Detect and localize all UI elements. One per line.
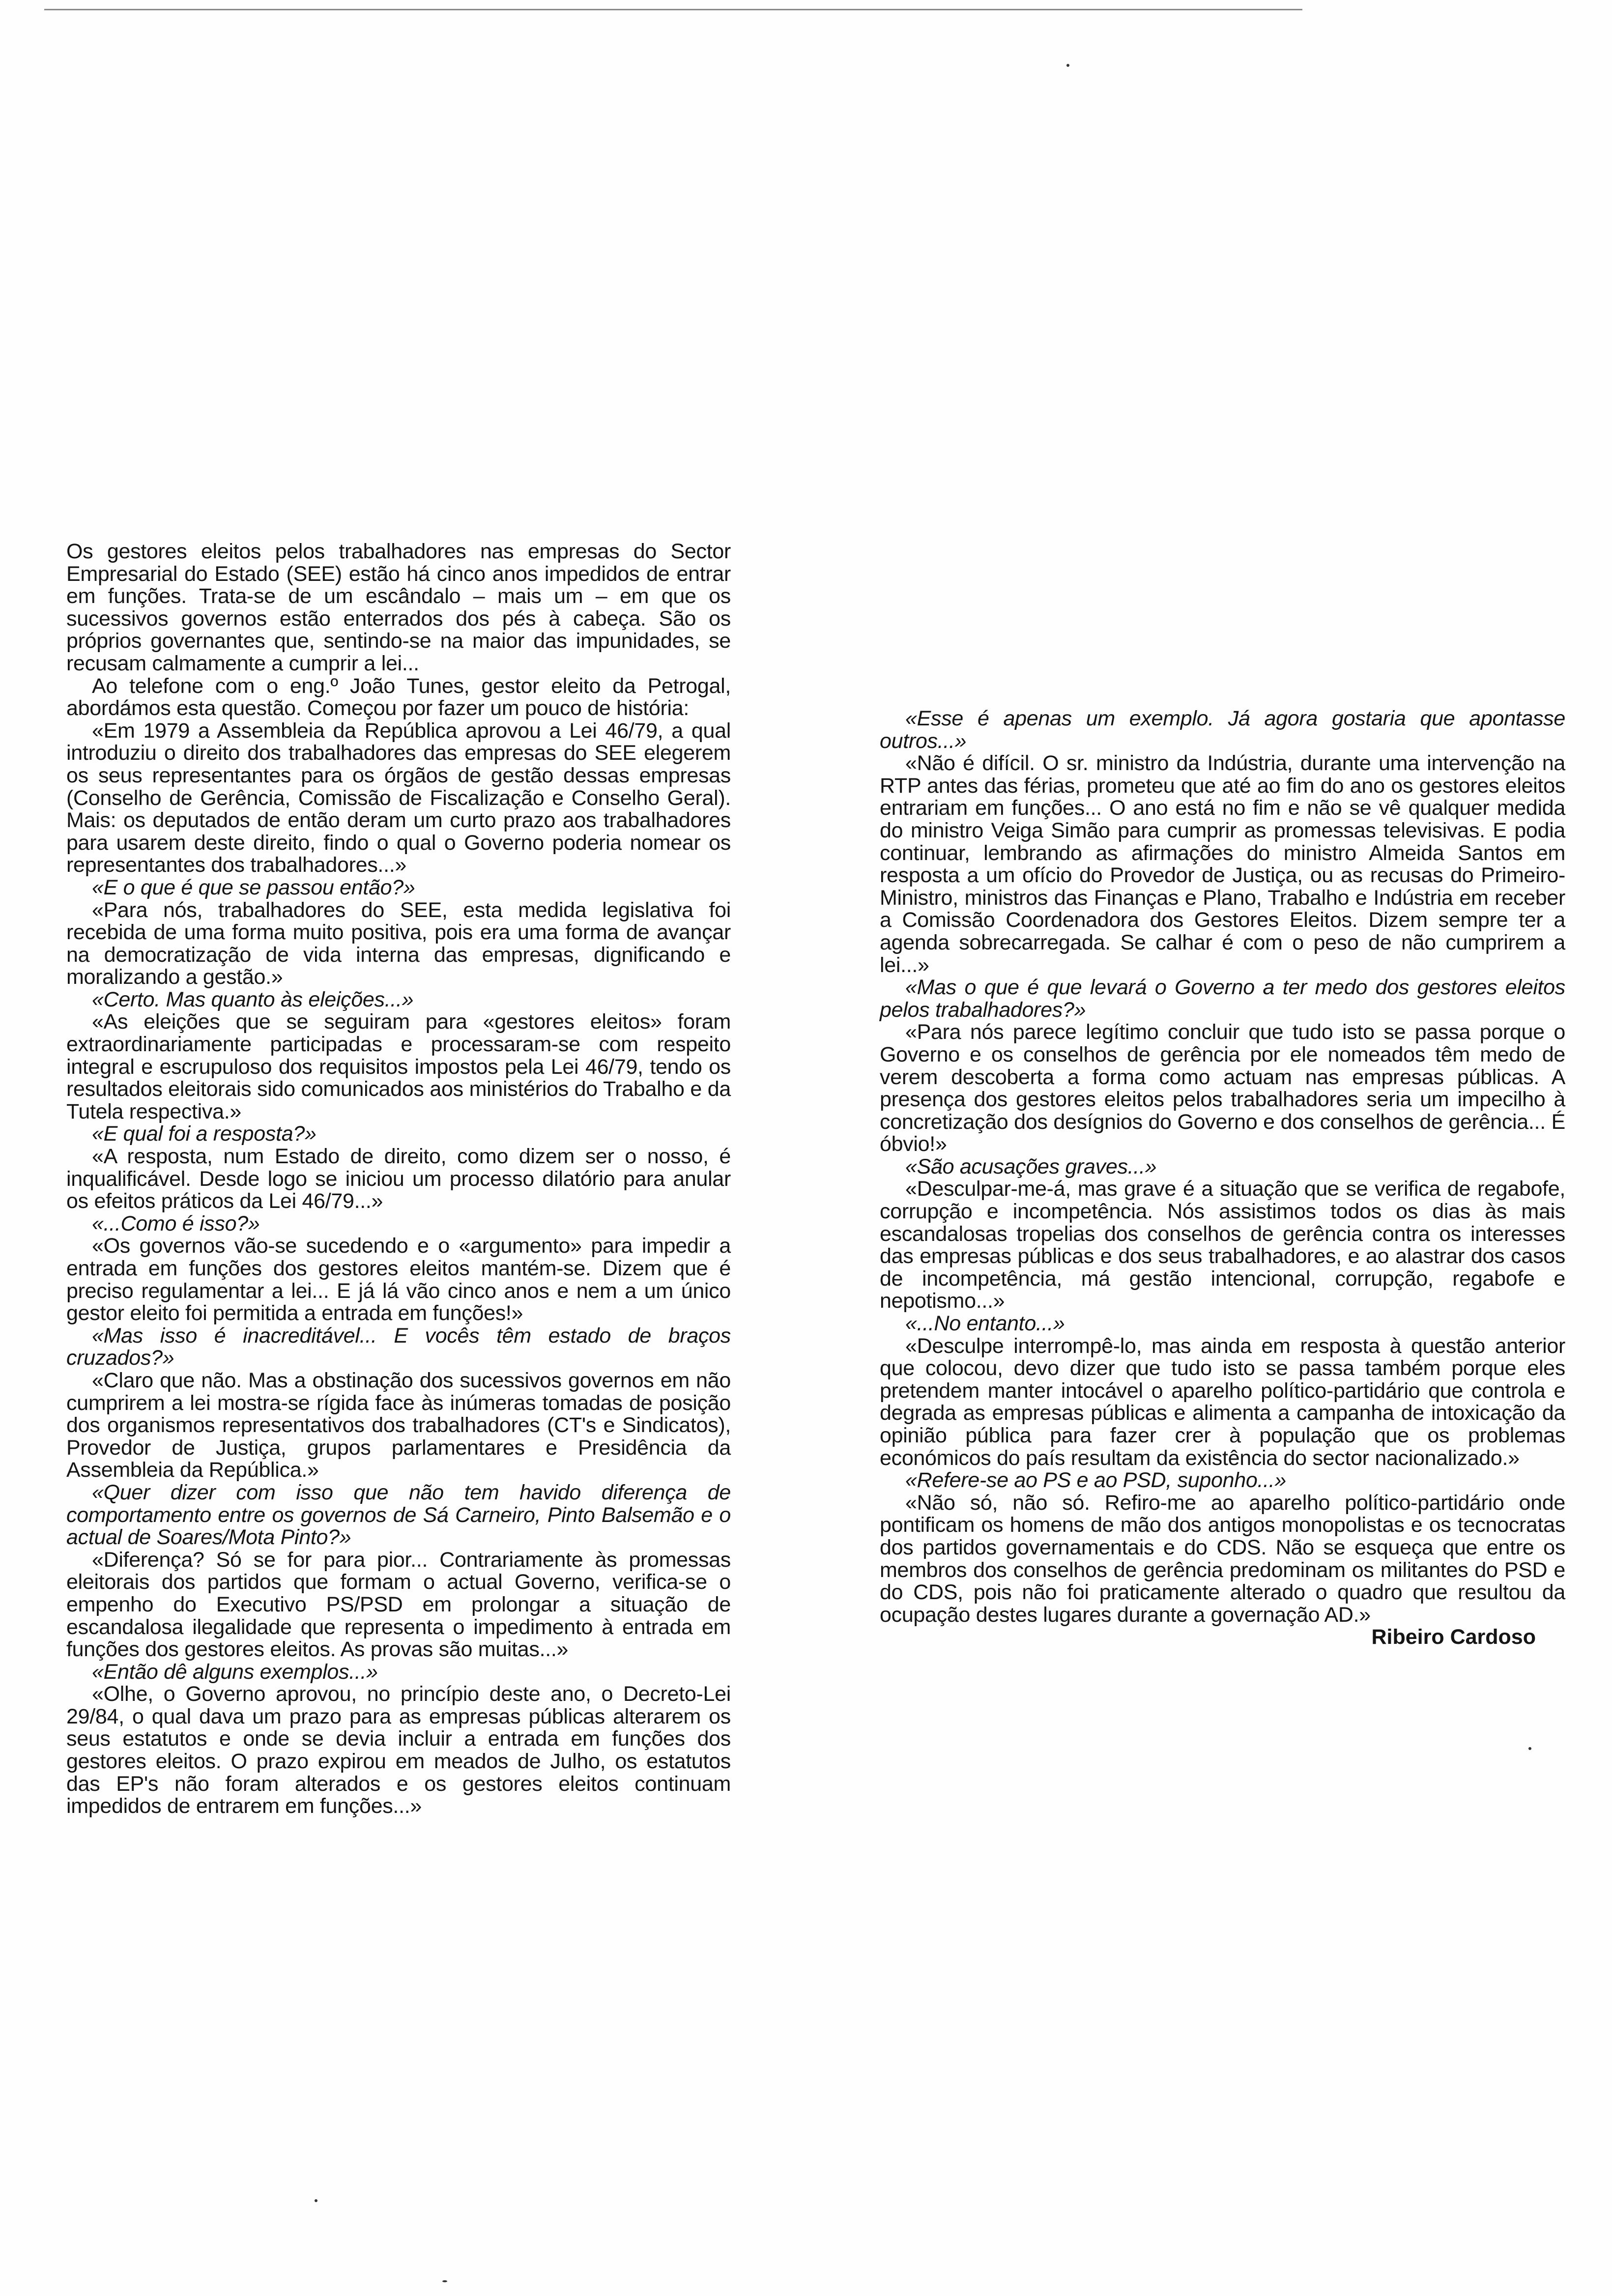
- article-paragraph: «Olhe, o Governo aprovou, no princípio deste ano, o Decreto-Lei 29/84, o qual dava um prazo para as empresas públicas alterarem os seus estatutos e onde se devia incluir a entrada em funções dos gestores eleitos. O prazo expirou em meados de Julho, os estatutos das EP's não foram alterados e os gestores eleitos continuam impedidos de entrarem em funções...»: [66, 1682, 731, 1818]
- article-paragraph: «Para nós parece legítimo concluir que tudo isto se passa porque o Governo e os conselhos de gerência por ele nomeados têm medo de verem descoberta a forma como actuam nas empresas públicas. A presença dos gestores eleitos pelos trabalhadores seria um impecilho à concretização dos desígnios do Governo e dos conselhos de gerência... É óbvio!»: [880, 1020, 1565, 1156]
- article-paragraph: Os gestores eleitos pelos trabalhadores nas empresas do Sector Empresarial do Estado (SEE) estão há cinco anos impedidos de entrar em funções. Trata-se de um escândalo – mais um – em que os sucessivos governos estão enterrados dos pés à cabeça. São os próprios governantes que, sentindo-se na maior das impunidades, se recusam calmamente a cumprir a lei...: [66, 540, 731, 675]
- article-paragraph: Ao telefone com o eng.º João Tunes, gestor eleito da Petrogal, abordámos esta questão. Começou por fazer um pouco de história:: [66, 674, 731, 720]
- article-paragraph: «Em 1979 a Assembleia da República aprovou a Lei 46/79, a qual introduziu o direito dos trabalhadores das empresas do SEE elegerem os seus representantes para os órgãos de gestão dessas empresas (Conselho de Gerência, Comissão de Fiscalização e Conselho Geral). Mais: os deputados de então deram um curto prazo aos trabalhadores para usarem deste direito, findo o qual o Governo poderia nomear os representantes dos trabalhadores...»: [66, 718, 731, 877]
- top-rule: [44, 9, 1302, 10]
- interview-question: «Certo. Mas quanto às eleições...»: [92, 987, 414, 1011]
- article-paragraph: «As eleições que se seguiram para «gestores eleitos» foram extraordinariamente participadas e processaram-se com respeito integral e escrupuloso dos requisitos impostos pela Lei 46/79, tendo os resultados eleitorais sido comunicados aos ministérios do Trabalho e da Tutela respectiva.»: [66, 1010, 731, 1123]
- interview-question: «E qual foi a resposta?»: [92, 1122, 317, 1146]
- author-signature: Ribeiro Cardoso: [1371, 1625, 1536, 1649]
- interview-question: «E o que é que se passou então?»: [92, 875, 415, 899]
- article-paragraph: «Claro que não. Mas a obstinação dos sucessivos governos em não cumprirem a lei mostra-se rígida face às inúmeras tomadas de posição dos organismos representativos dos trabalhadores (CT's e Sindicatos), Provedor de Justiça, grupos parlamentares e Presidência da Assembleia da República.»: [66, 1368, 731, 1482]
- interview-question: «Mas o que é que levará o Governo a ter medo dos gestores eleitos pelos trabalhadores?»: [880, 976, 1565, 1022]
- scan-speck: [442, 2280, 447, 2282]
- article-paragraph: «Diferença? Só se for para pior... Contrariamente às promessas eleitorais dos partidos que formam o actual Governo, verifica-se o empenho do Executivo PS/PSD em prolongar a situação de escandalosa ilegalidade que representa o impedimento à entrada em funções dos gestores eleitos. As provas são muitas...»: [66, 1548, 731, 1662]
- article-paragraph: «Os governos vão-se sucedendo e o «argumento» para impedir a entrada em funções dos gestores eleitos mantém-se. Dizem que é preciso regulamentar a lei... E já lá vão cinco anos e nem a um único gestor eleito foi permitida a entrada em funções!»: [66, 1234, 731, 1325]
- article-paragraph: «Para nós, trabalhadores do SEE, esta medida legislativa foi recebida de uma forma muito positiva, pois era uma forma de avançar na democratização de vida interna das empresas, dignificando e moralizando a gestão.»: [66, 898, 731, 989]
- article-paragraph: «A resposta, num Estado de direito, como dizem ser o nosso, é inqualificável. Desde logo se iniciou um processo dilatório para anular os efeitos práticos da Lei 46/79...»: [66, 1145, 731, 1213]
- article-paragraph: «Não é difícil. O sr. ministro da Indústria, durante uma intervenção na RTP antes das férias, prometeu que até ao fim do ano os gestores eleitos entrariam em funções... O ano está no fim e não se vê qualquer medida do ministro Veiga Simão para cumprir as promessas televisivas. E podia continuar, lembrando as afirmações do ministro Almeida Santos em resposta a um ofício do Provedor de Justiça, ou as recusas do Primeiro-Ministro, ministros das Finanças e Plano, Trabalho e Indústria em receber a Comissão Coordenadora dos Gestores Eleitos. Dizem sempre ter a agenda sobrecarregada. Se calhar é com o peso de não cumprirem a lei...»: [880, 751, 1565, 977]
- interview-question: «São acusações graves...»: [905, 1154, 1157, 1178]
- interview-question: «Quer dizer com isso que não tem havido diferença de comportamento entre os governos de Sá Carneiro, Pinto Balsemão e o actual de Soares/Mota Pinto?»: [66, 1480, 731, 1550]
- scan-speck: [315, 2199, 317, 2202]
- interview-question: «...Como é isso?»: [92, 1211, 260, 1235]
- article-paragraph: «Desculpe interrompê-lo, mas ainda em resposta à questão anterior que colocou, devo dizer que tudo isto se passa também porque eles pretendem manter intocável o aparelho político-partidário que controla e degrada as empresas públicas e alimenta a campanha de intoxicação da opinião pública para fazer crer à população que os problemas económicos do país resultam da existência do sector nacionalizado.»: [880, 1334, 1565, 1470]
- article-column-right-body: [880, 708, 1565, 1626]
- article-paragraph: «Não só, não só. Refiro-me ao aparelho político-partidário onde pontificam os homens de mão dos antigos monopolistas e os tecnocratas dos partidos governamentais e do CDS. Não se esqueça que entre os membros dos conselhos de gerência predominam os militantes do PSD e do CDS, pois não foi praticamente alterado o quadro que resultou da ocupação destes lugares durante a governação AD.»: [880, 1491, 1565, 1627]
- interview-question: «Mas isso é inacreditável... E vocês têm estado de braços cruzados?»: [66, 1323, 731, 1370]
- interview-question: «Esse é apenas um exemplo. Já agora gostaria que apontasse outros...»: [880, 707, 1565, 753]
- scan-speck: [1066, 64, 1069, 67]
- article-column-left: [66, 541, 731, 1818]
- interview-question: «Então dê alguns exemplos...»: [92, 1660, 378, 1684]
- scan-speck: [1528, 1747, 1531, 1750]
- interview-question: «...No entanto...»: [905, 1312, 1065, 1336]
- article-paragraph: «Desculpar-me-á, mas grave é a situação que se verifica de regabofe, corrupção e incompetência. Nós assistimos todos os dias às mais escandalosas tropelias dos conselhos de gerência contra os interesses das empresas públicas e dos seus trabalhadores, e ao alastrar dos casos de incompetência, má gestão intencional, corrupção, regabofe e nepotismo...»: [880, 1177, 1565, 1313]
- interview-question: «Refere-se ao PS e ao PSD, suponho...»: [905, 1468, 1287, 1492]
- article-column-right: [880, 708, 1565, 1649]
